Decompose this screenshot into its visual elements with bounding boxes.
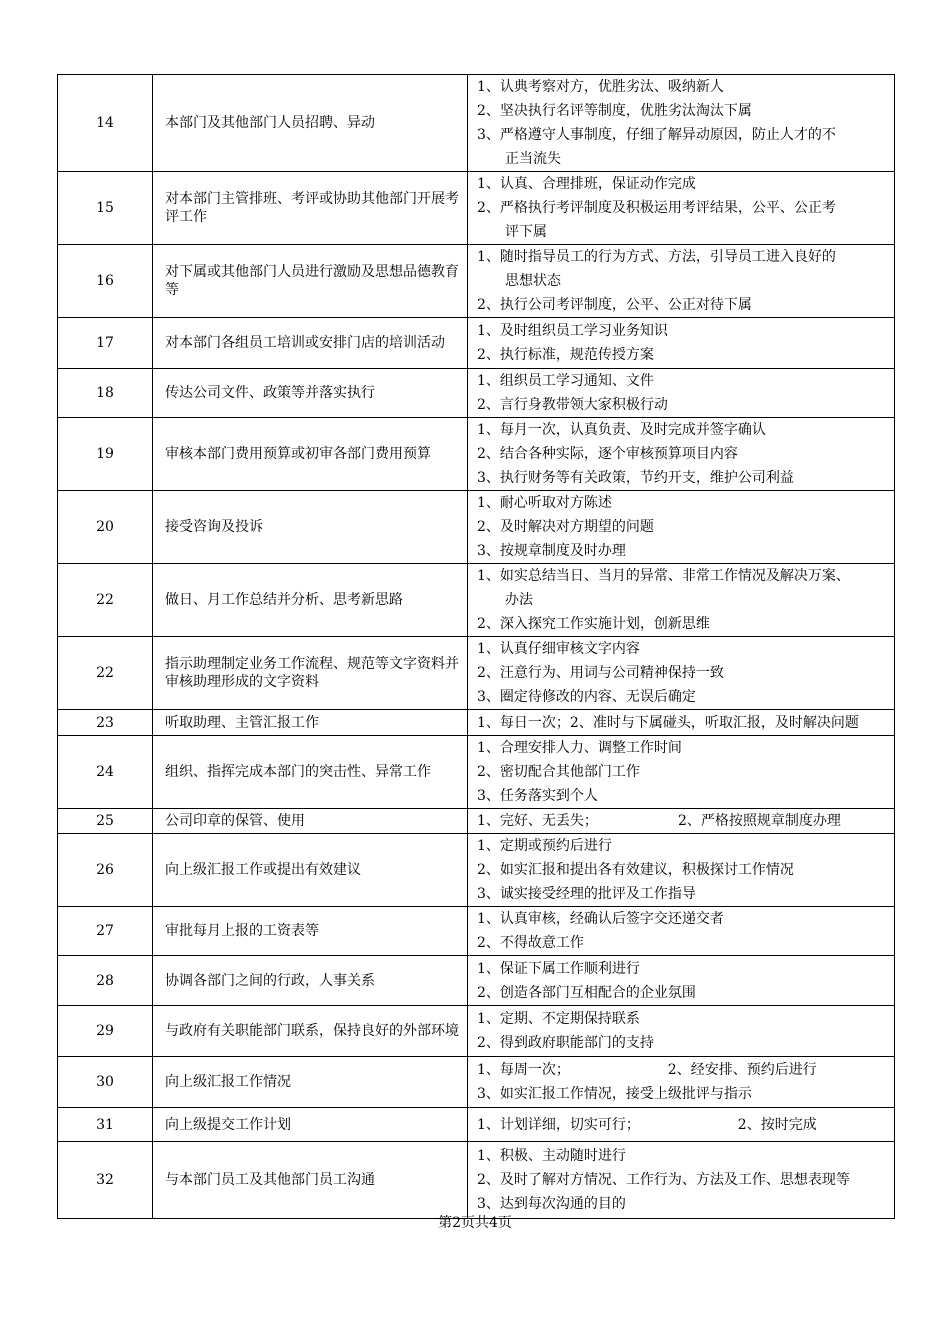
task-description: 审批每月上报的工资表等 xyxy=(153,907,468,956)
standard-line: 1、组织员工学习通知、文件 xyxy=(477,373,654,389)
row-number: 20 xyxy=(58,491,153,564)
row-number: 17 xyxy=(58,318,153,369)
standard-line: 1、及时组织员工学习业务知识 xyxy=(477,323,668,339)
row-number: 29 xyxy=(58,1006,153,1057)
task-description: 组织、指挥完成本部门的突击性、异常工作 xyxy=(153,736,468,809)
standard-line: 1、认典考察对方，优胜劣汰、吸纳新人 xyxy=(477,79,724,95)
standard-line: 1、认真审核，经确认后签字交还递交者 xyxy=(477,911,724,927)
table-row xyxy=(58,75,895,172)
duty-table xyxy=(57,74,895,1219)
standard-line: 1、认真仔细审核文字内容 xyxy=(477,641,640,657)
standard-cell xyxy=(468,834,895,907)
task-description: 与政府有关职能部门联系，保持良好的外部环境 xyxy=(153,1006,468,1057)
row-number: 26 xyxy=(58,834,153,907)
table-row xyxy=(58,564,895,637)
standard-line: 2、不得故意工作 xyxy=(477,935,584,951)
standard-cell xyxy=(468,491,895,564)
row-number: 22 xyxy=(58,637,153,710)
standard-line: 2、密切配合其他部门工作 xyxy=(477,764,640,780)
row-number: 16 xyxy=(58,245,153,318)
standard-line: 3、圈定待修改的内容、无误后确定 xyxy=(477,689,696,705)
table-row xyxy=(58,1057,895,1108)
standard-cell xyxy=(468,318,895,369)
task-description: 传达公司文件、政策等并落实执行 xyxy=(153,369,468,418)
standard-cell xyxy=(468,75,895,172)
table-row xyxy=(58,369,895,418)
standard-line: 2、执行公司考评制度，公平、公正对待下属 xyxy=(477,297,752,313)
standard-line: 正当流失 xyxy=(505,151,561,167)
table-row xyxy=(58,1142,895,1219)
standard-cell xyxy=(468,907,895,956)
standard-cell xyxy=(468,172,895,245)
task-description: 协调各部门之间的行政，人事关系 xyxy=(153,956,468,1006)
standard-line: 1、完好、无丢失； 2、严格按照规章制度办理 xyxy=(477,813,841,829)
table-row xyxy=(58,418,895,491)
standard-line: 2、及时了解对方情况、工作行为、方法及工作、思想表现等 xyxy=(477,1172,850,1188)
standard-line: 1、每日一次；2、准时与下属碰头，听取汇报，及时解决问题 xyxy=(477,714,859,731)
row-number: 30 xyxy=(58,1057,153,1108)
standard-cell xyxy=(468,956,895,1006)
standard-line: 1、合理安排人力、调整工作时间 xyxy=(477,740,682,756)
task-description: 指示助理制定业务工作流程、规范等文字资料并审核助理形成的文字资料 xyxy=(153,637,468,710)
standard-line: 2、及时解决对方期望的问题 xyxy=(477,519,654,535)
table-row xyxy=(58,172,895,245)
standard-line: 2、执行标准，规范传授方案 xyxy=(477,347,654,363)
standard-line: 3、任务落实到个人 xyxy=(477,788,598,804)
table-row xyxy=(58,637,895,710)
standard-line: 2、如实汇报和提出各有效建议，积极探讨工作情况 xyxy=(477,862,794,878)
standard-cell xyxy=(468,418,895,491)
standard-line: 1、如实总结当日、当月的异常、非常工作情况及解决万案、 xyxy=(477,568,850,584)
task-description: 接受咨询及投诉 xyxy=(153,491,468,564)
task-description: 对本部门主管排班、考评或协助其他部门开展考评工作 xyxy=(153,172,468,245)
row-number: 31 xyxy=(58,1108,153,1142)
table-row xyxy=(58,710,895,736)
standard-cell xyxy=(468,637,895,710)
standard-line: 1、积极、主动随时进行 xyxy=(477,1148,626,1164)
standard-line: 评下属 xyxy=(505,224,547,240)
standard-line: 3、诚实接受经理的批评及工作指导 xyxy=(477,886,696,902)
row-number: 23 xyxy=(58,710,153,736)
standard-line: 3、按规章制度及时办理 xyxy=(477,543,626,559)
standard-line: 3、严格遵守人事制度，仔细了解异动原因，防止人才的不 xyxy=(477,127,836,143)
standard-line: 3、达到每次沟通的目的 xyxy=(477,1196,626,1212)
standard-cell xyxy=(468,1142,895,1219)
standard-line: 2、结合各种实际，逐个审核预算项目内容 xyxy=(477,446,738,462)
row-number: 28 xyxy=(58,956,153,1006)
standard-line: 2、创造各部门互相配合的企业氛围 xyxy=(477,984,696,1001)
task-description: 对本部门各组员工培训或安排门店的培训活动 xyxy=(153,318,468,369)
standard-cell xyxy=(468,564,895,637)
task-description: 本部门及其他部门人员招聘、异动 xyxy=(153,75,468,172)
task-description: 审核本部门费用预算或初审各部门费用预算 xyxy=(153,418,468,491)
standard-cell xyxy=(468,809,895,834)
page-footer: 第2页共4页 xyxy=(438,1215,512,1231)
standard-cell xyxy=(468,245,895,318)
standard-cell xyxy=(468,1057,895,1108)
task-description: 向上级提交工作计划 xyxy=(153,1108,468,1142)
standard-line: 3、执行财务等有关政策，节约开支，维护公司利益 xyxy=(477,470,794,486)
row-number: 32 xyxy=(58,1142,153,1219)
table-row xyxy=(58,245,895,318)
row-number: 25 xyxy=(58,809,153,834)
task-description: 对下属或其他部门人员进行激励及思想品德教育等 xyxy=(153,245,468,318)
table-row xyxy=(58,736,895,809)
task-description: 公司印章的保管、使用 xyxy=(153,809,468,834)
row-number: 19 xyxy=(58,418,153,491)
standard-cell xyxy=(468,1006,895,1057)
standard-line: 1、定期、不定期保持联系 xyxy=(477,1011,640,1027)
standard-line: 2、坚决执行名评等制度，优胜劣汰淘汰下属 xyxy=(477,103,752,119)
task-description: 向上级汇报工作情况 xyxy=(153,1057,468,1108)
standard-line: 3、如实汇报工作情况，接受上级批评与指示 xyxy=(477,1086,752,1102)
row-number: 27 xyxy=(58,907,153,956)
table-row xyxy=(58,809,895,834)
table-row xyxy=(58,834,895,907)
task-description: 与本部门员工及其他部门员工沟通 xyxy=(153,1142,468,1219)
standard-line: 1、认真、合理排班，保证动作完成 xyxy=(477,176,696,192)
row-number: 15 xyxy=(58,172,153,245)
table-row xyxy=(58,318,895,369)
standard-line: 1、计划详细，切实可行； 2、按时完成 xyxy=(477,1116,817,1133)
row-number: 22 xyxy=(58,564,153,637)
standard-cell xyxy=(468,1108,895,1142)
row-number: 14 xyxy=(58,75,153,172)
standard-line: 2、得到政府职能部门的支持 xyxy=(477,1035,654,1051)
standard-line: 2、汪意行为、用词与公司精神保持一致 xyxy=(477,665,724,681)
standard-cell xyxy=(468,736,895,809)
standard-line: 1、随时指导员工的行为方式、方法，引导员工进入良好的 xyxy=(477,249,836,265)
standard-line: 1、定期或预约后进行 xyxy=(477,838,612,854)
table-row xyxy=(58,1108,895,1142)
duty-table-body xyxy=(58,75,895,1219)
table-row xyxy=(58,1006,895,1057)
task-description: 听取助理、主管汇报工作 xyxy=(153,710,468,736)
row-number: 24 xyxy=(58,736,153,809)
standard-cell xyxy=(468,710,895,736)
standard-line: 1、每周一次； 2、经安排、预约后进行 xyxy=(477,1062,817,1078)
table-row xyxy=(58,956,895,1006)
standard-line: 思想状态 xyxy=(505,273,561,289)
table-row xyxy=(58,907,895,956)
standard-line: 2、深入探究工作实施计划，创新思维 xyxy=(477,616,710,632)
table-row xyxy=(58,491,895,564)
standard-cell xyxy=(468,369,895,418)
row-number: 18 xyxy=(58,369,153,418)
standard-line: 1、保证下属工作顺利进行 xyxy=(477,960,640,977)
task-description: 向上级汇报工作或提出有效建议 xyxy=(153,834,468,907)
standard-line: 2、严格执行考评制度及积极运用考评结果，公平、公正考 xyxy=(477,200,836,216)
standard-line: 1、耐心听取对方陈述 xyxy=(477,495,612,511)
task-description: 做日、月工作总结并分析、思考新思路 xyxy=(153,564,468,637)
standard-line: 1、每月一次，认真负责、及时完成并签字确认 xyxy=(477,422,766,438)
standard-line: 2、言行身教带领大家积极行动 xyxy=(477,397,668,413)
standard-line: 办法 xyxy=(505,592,533,608)
